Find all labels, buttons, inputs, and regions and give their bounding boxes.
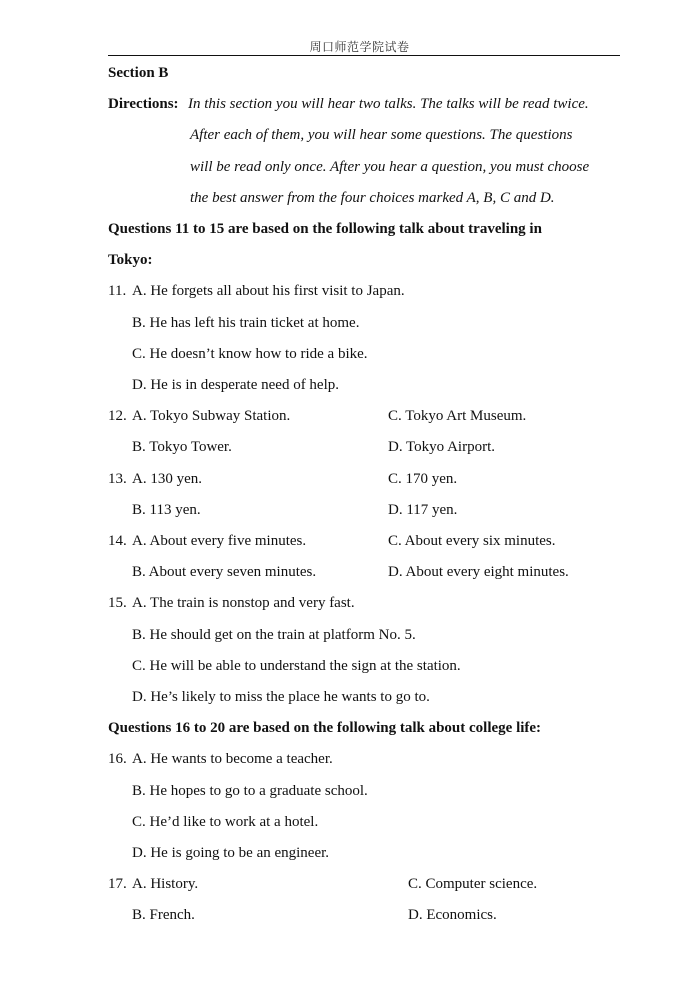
option-d: D. About every eight minutes. bbox=[388, 564, 569, 580]
group-heading-line-1: Questions 11 to 15 are based on the following talk about traveling in bbox=[108, 221, 542, 237]
option-a: A. About every five minutes. bbox=[132, 533, 307, 549]
question-number: 12. bbox=[108, 408, 127, 424]
option-c: C. Computer science. bbox=[408, 876, 538, 892]
option-a: A. 130 yen. bbox=[132, 471, 202, 487]
group-heading-line-1: Questions 16 to 20 are based on the following talk about college life: bbox=[108, 720, 542, 736]
option-c: C. He doesn’t know how to ride a bike. bbox=[132, 346, 368, 362]
option-b: B. He should get on the train at platform No. 5. bbox=[132, 627, 416, 643]
option-d: D. He’s likely to miss the place he wants to go to. bbox=[132, 689, 430, 705]
option-d: D. Tokyo Airport. bbox=[388, 439, 496, 455]
header-divider bbox=[108, 55, 620, 56]
option-d: D. He is going to be an engineer. bbox=[132, 845, 330, 861]
option-c: C. Tokyo Art Museum. bbox=[388, 408, 527, 424]
directions-line-4: the best answer from the four choices marked A, B, C and D. bbox=[190, 190, 555, 206]
directions-line-3: will be read only once. After you hear a question, you must choose bbox=[190, 159, 590, 175]
option-a: A. He wants to become a teacher. bbox=[132, 751, 333, 767]
question-number: 15. bbox=[108, 595, 127, 611]
directions-label: Directions: bbox=[108, 96, 179, 112]
directions-line-1: In this section you will hear two talks. The talks will be read twice. bbox=[188, 96, 589, 112]
question-number: 16. bbox=[108, 751, 127, 767]
question-number: 13. bbox=[108, 471, 127, 487]
option-b: B. French. bbox=[132, 907, 195, 923]
option-c: C. 170 yen. bbox=[388, 471, 458, 487]
directions-line-2: After each of them, you will hear some questions. The questions bbox=[190, 127, 573, 143]
option-b: B. About every seven minutes. bbox=[132, 564, 317, 580]
option-c: C. He’d like to work at a hotel. bbox=[132, 814, 319, 830]
header-title: 周口师范学院试卷 bbox=[309, 40, 410, 54]
question-number: 11. bbox=[108, 283, 127, 299]
option-d: D. He is in desperate need of help. bbox=[132, 377, 340, 393]
question-number: 14. bbox=[108, 533, 127, 549]
option-b: B. Tokyo Tower. bbox=[132, 439, 232, 455]
option-b: B. 113 yen. bbox=[132, 502, 201, 518]
question-number: 17. bbox=[108, 876, 127, 892]
option-c: C. He will be able to understand the sign at the station. bbox=[132, 658, 461, 674]
option-a: A. He forgets all about his first visit to Japan. bbox=[132, 283, 405, 299]
option-a: A. Tokyo Subway Station. bbox=[132, 408, 291, 424]
option-b: B. He has left his train ticket at home. bbox=[132, 315, 360, 331]
option-a: A. The train is nonstop and very fast. bbox=[132, 595, 355, 611]
option-a: A. History. bbox=[132, 876, 199, 892]
option-d: D. Economics. bbox=[408, 907, 497, 923]
option-b: B. He hopes to go to a graduate school. bbox=[132, 783, 368, 799]
section-title: Section B bbox=[108, 65, 169, 81]
option-d: D. 117 yen. bbox=[388, 502, 458, 518]
group-heading-line-2: Tokyo: bbox=[108, 252, 153, 268]
option-c: C. About every six minutes. bbox=[388, 533, 556, 549]
